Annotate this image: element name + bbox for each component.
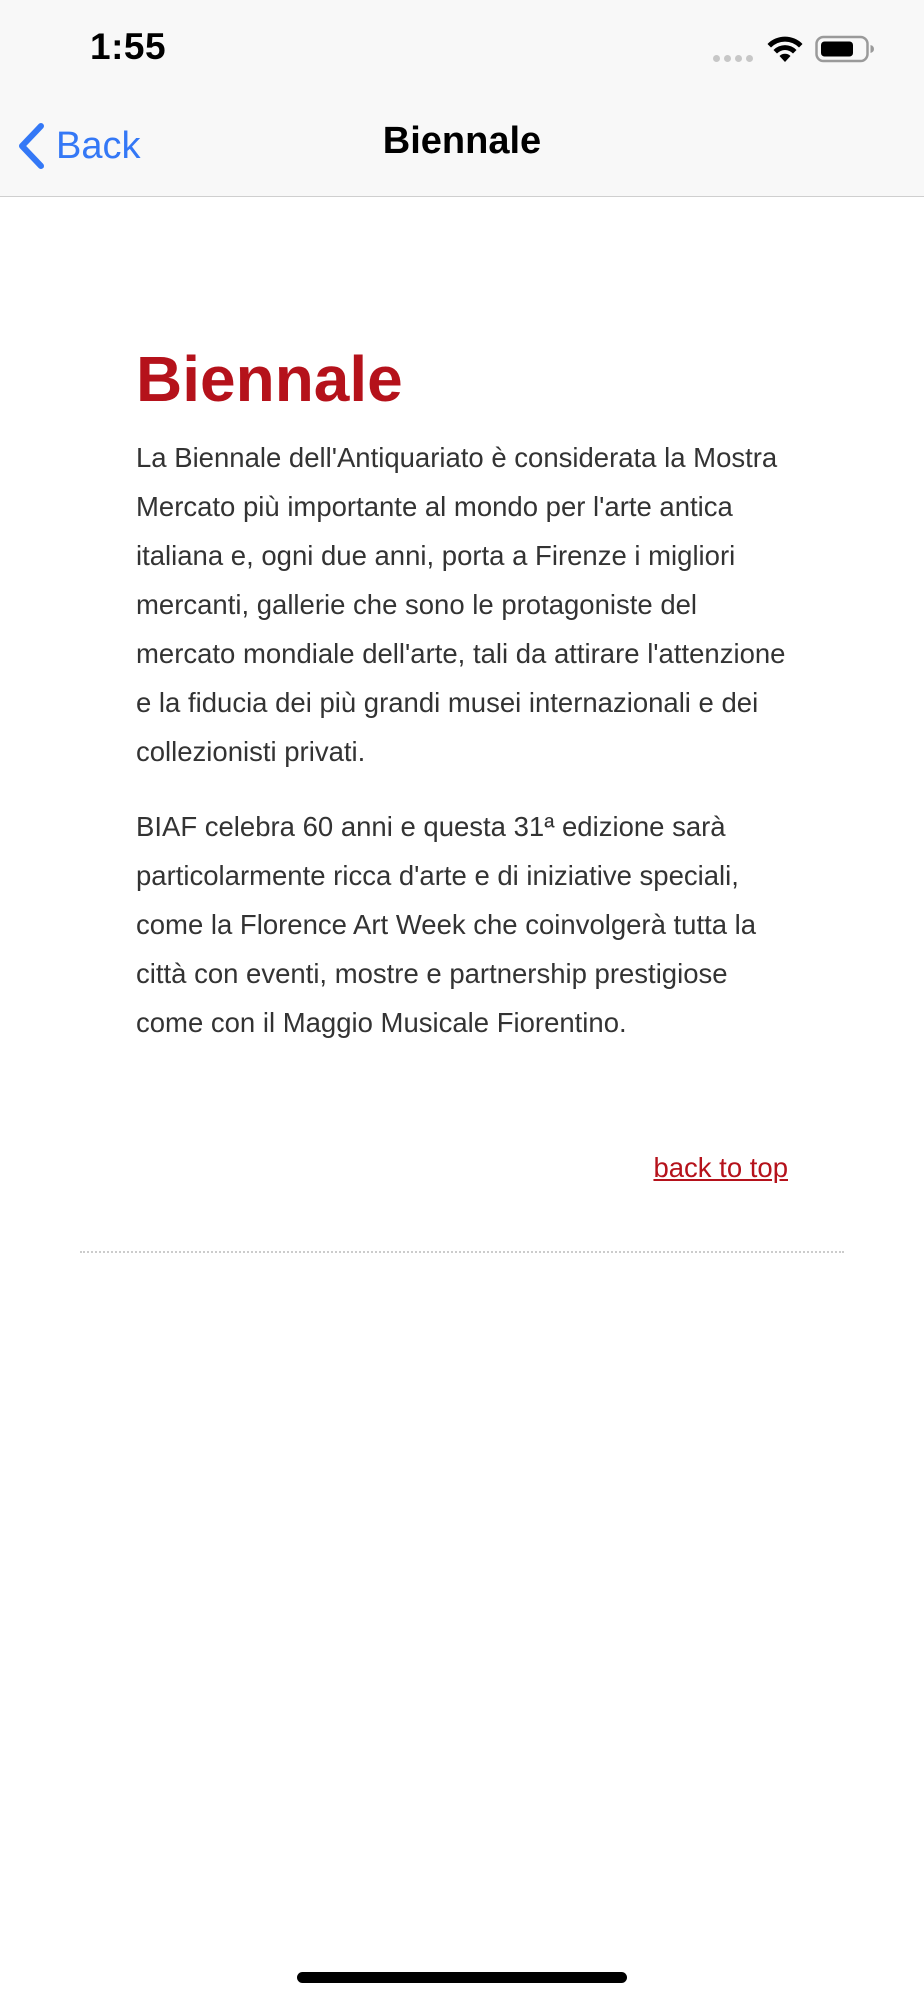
article-paragraph: BIAF celebra 60 anni e questa 31ª edizione sarà particolarmente ricca d'arte e di iniziative speciali, come la Florence Art Week che coinvolgerà tutta la città con eventi, mostre e partnership prestigiose come con il Maggio Musicale Fiorentino. [136,811,757,1038]
status-time: 1:55 [90,26,167,67]
article-title: Biennale [136,343,403,415]
back-to-top-link[interactable]: back to top [653,1152,788,1183]
navigation-bar [0,98,924,197]
back-button-label: Back [56,124,141,167]
status-bar [0,0,924,98]
article-paragraph: La Biennale dell'Antiquariato è considerata la Mostra Mercato più importante al mondo per l'arte antica italiana e, ogni due anni, porta a Firenze i migliori mercanti, gallerie che sono le protagoniste del mercato mondiale dell'arte, tali da attirare l'attenzione e la fiducia dei più grandi musei internazionali e dei collezionisti privati. [136,442,786,767]
article-content [136,335,788,1047]
battery-icon [815,34,875,64]
divider [80,1251,844,1253]
nav-title: Biennale [382,120,542,162]
home-indicator[interactable] [297,1972,627,1983]
wifi-icon [765,34,805,64]
signal-dots-icon [713,55,753,62]
